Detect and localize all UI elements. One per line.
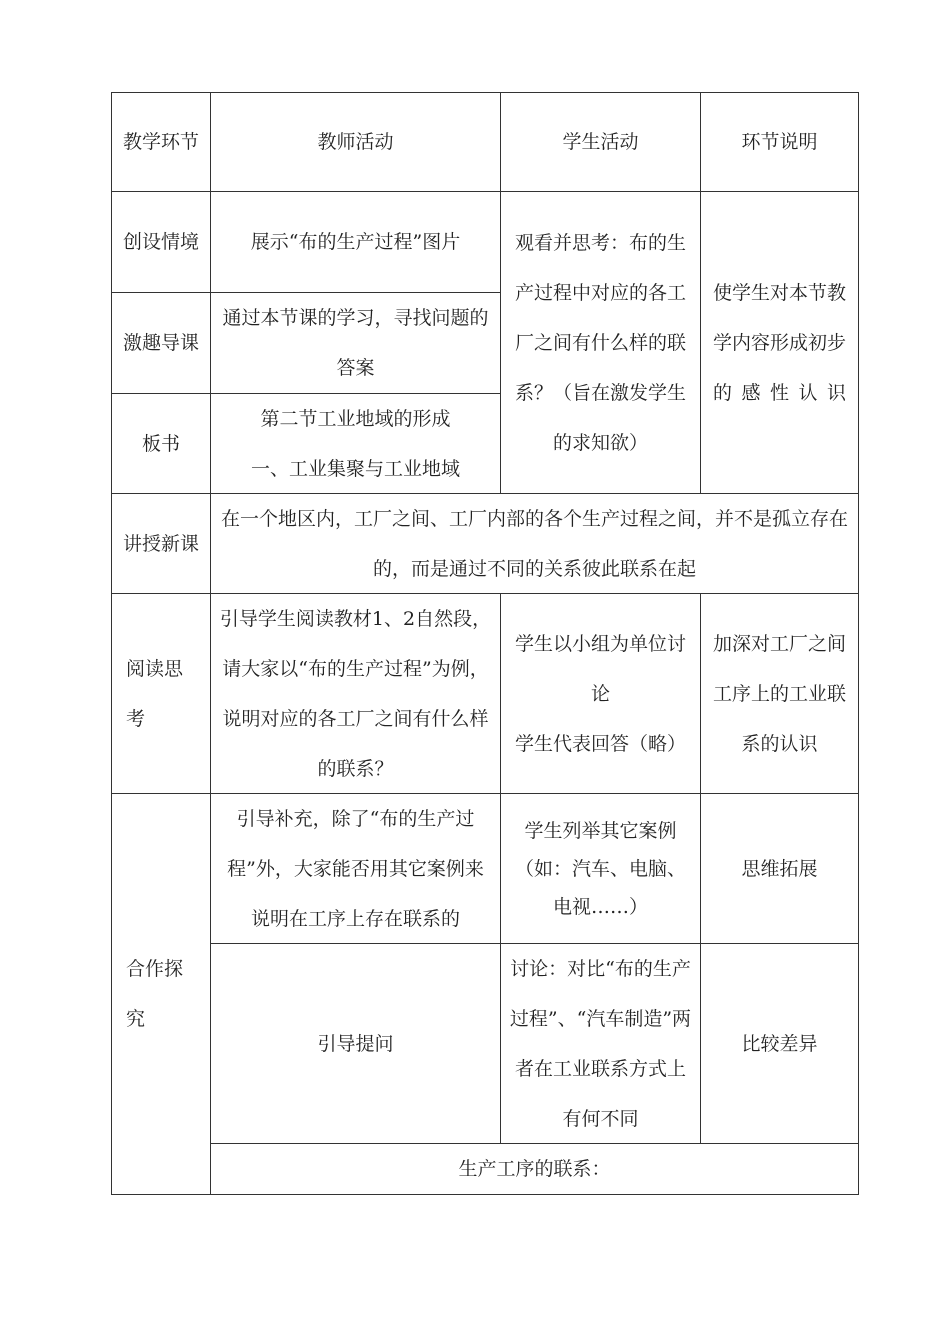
r3-teacher [210,393,501,494]
r4-content: 在一个地区内，工厂之间、工厂内部的各个生产过程之间，并不是孤立存在的，而是通过不同的关系彼此联系在起 [210,493,859,594]
r4-stage: 讲授新课 [111,493,211,594]
header-student: 学生活动 [500,92,701,192]
header-stage: 教学环节 [111,92,211,192]
r2-teacher: 通过本节课的学习，寻找问题的答案 [210,292,501,394]
r5-stage: 阅读思考 [111,593,211,794]
r5-note: 加深对工厂之间工序上的工业联系的认识 [700,593,859,794]
r6a-student-line2: （如：汽车、电脑、 [514,857,686,880]
r1-stage: 创设情境 [111,191,211,293]
r6a-note: 思维拓展 [700,793,859,944]
r2-stage: 激趣导课 [111,292,211,394]
r6a-teacher: 引导补充，除了“布的生产过程”外，大家能否用其它案例来说明在工序上存在联系的 [210,793,501,944]
r3-teacher-line1: 第二节工业地域的形成 [260,407,451,430]
header-teacher: 教师活动 [210,92,501,192]
r6b-teacher: 引导提问 [210,943,501,1144]
r6a-student-line1: 学生列举其它案例 [524,819,677,842]
merged-note: 使学生对本节教学内容形成初步的感性认识 [700,191,859,494]
r6a-student-line3: 电视……） [552,895,648,918]
r3-teacher-line2: 一、工业集聚与工业地域 [250,457,460,480]
r6c-content: 生产工序的联系： [210,1143,859,1195]
r5-student [500,593,701,794]
header-note: 环节说明 [700,92,859,192]
r6-stage: 合作探究 [111,793,211,1195]
r1-teacher: 展示“布的生产过程”图片 [210,191,501,293]
r5-student-line1: 学生以小组为单位讨论 [514,632,686,705]
r5-teacher: 引导学生阅读教材1、2自然段，请大家以“布的生产过程”为例，说明对应的各工厂之间有什么样的联系？ [210,593,501,794]
r6a-student [500,793,701,944]
merged-student: 观看并思考：布的生产过程中对应的各工厂之间有什么样的联系？（旨在激发学生的求知欲） [500,191,701,494]
r6b-student: 讨论：对比“布的生产过程”、“汽车制造”两者在工业联系方式上有何不同 [500,943,701,1144]
r3-stage: 板书 [111,393,211,494]
r5-student-line2: 学生代表回答（略） [514,732,686,755]
r6b-note: 比较差异 [700,943,859,1144]
